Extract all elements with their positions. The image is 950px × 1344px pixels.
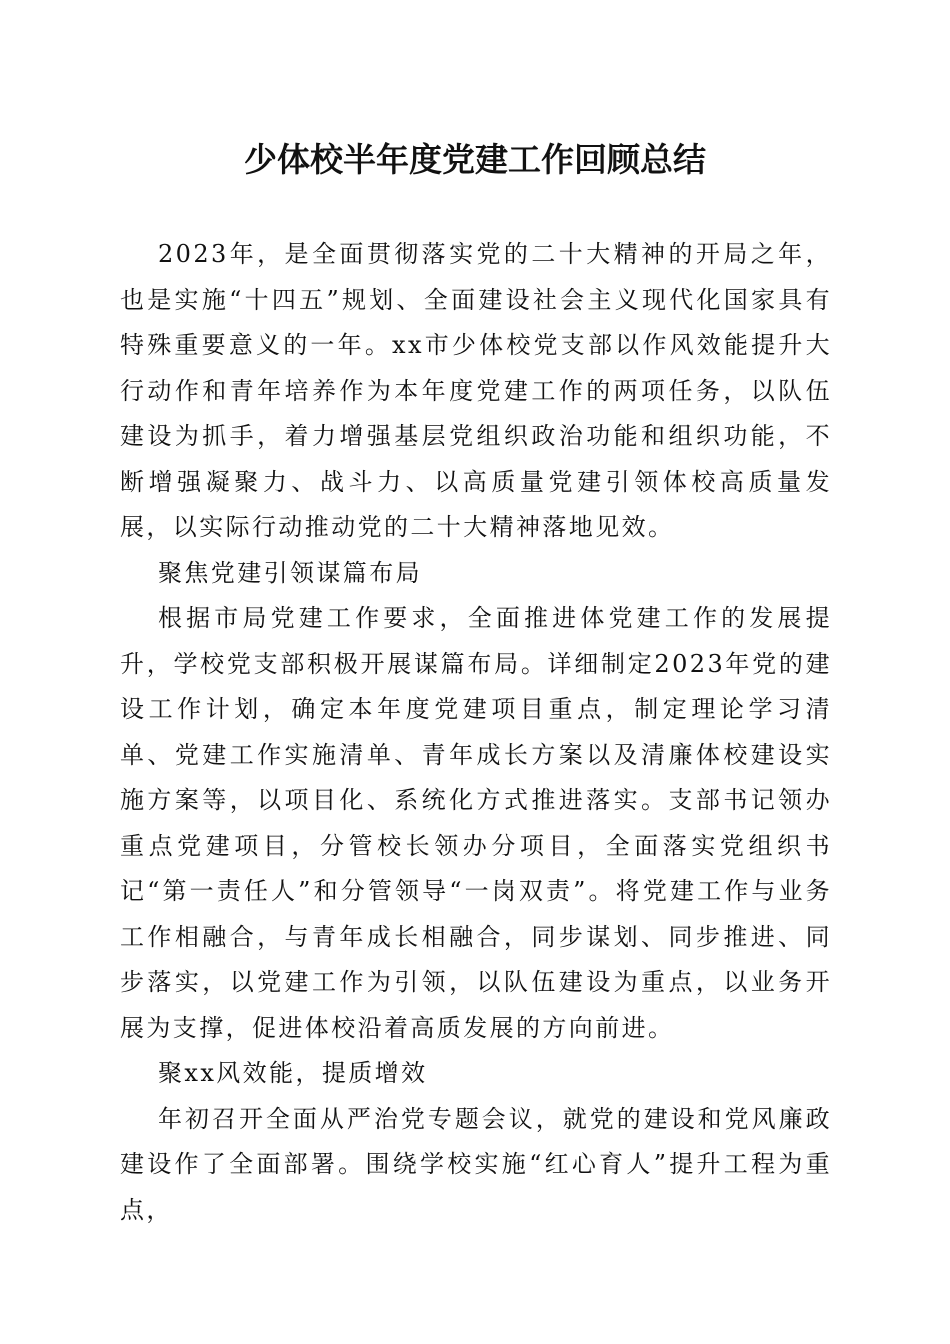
- paragraph-efficiency: 年初召开全面从严治党专题会议，就党的建设和党风廉政建设作了全面部署。围绕学校实施“红心育人”提升工程为重点，: [120, 1104, 832, 1224]
- document-title: 少体校半年度党建工作回顾总结: [244, 140, 706, 179]
- paragraph-party-leadership: 根据市局党建工作要求，全面推进体党建工作的发展提升，学校党支部积极开展谋篇布局。详细制定2023年党的建设工作计划，确定本年度党建项目重点，制定理论学习清单、党建工作实施清单、青年成长方案以及清廉体校建设实施方案等，以项目化、系统化方式推进落实。支部书记领办重点党建项目，分管校长领办分项目，全面落实党组织书记“第一责任人”和分管领导“一岗双责”。将党建工作与业务工作相融合，与青年成长相融合，同步谋划、同步推进、同步落实，以党建工作为引领，以队伍建设为重点，以业务开展为支撑，促进体校沿着高质发展的方向前进。: [120, 604, 832, 1042]
- document-body: [120, 232, 832, 1233]
- section-heading-efficiency: 聚xx风效能，提质增效: [158, 1059, 428, 1087]
- section-heading-party-leadership: 聚焦党建引领谋篇布局: [158, 558, 422, 587]
- paragraph-intro: 2023年，是全面贯彻落实党的二十大精神的开局之年，也是实施“十四五”规划、全面建设社会主义现代化国家具有特殊重要意义的一年。xx市少体校党支部以作风效能提升大行动作和青年培养作为本年度党建工作的两项任务，以队伍建设为抓手，着力增强基层党组织政治功能和组织功能，不断增强凝聚力、战斗力、以高质量党建引领体校高质量发展，以实际行动推动党的二十大精神落地见效。: [120, 240, 832, 541]
